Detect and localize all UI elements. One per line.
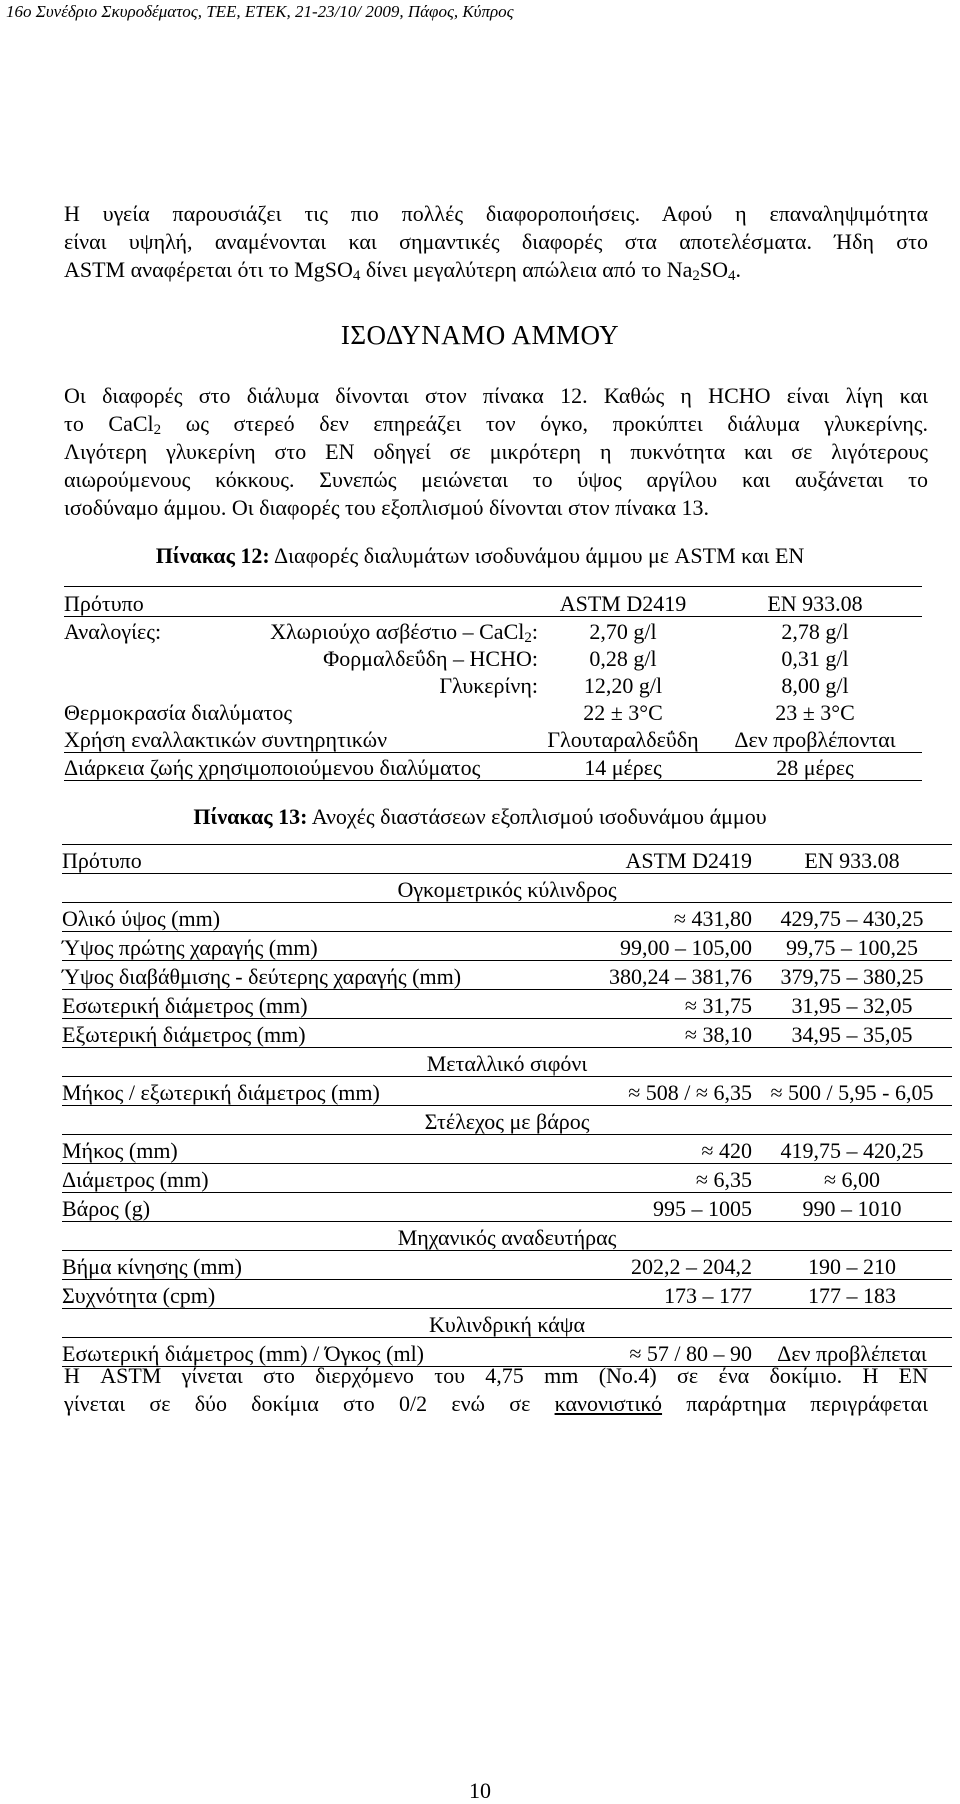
text-line: Οι διαφορές στο διάλυμα δίνονται στον πίνακα 12. Καθώς η HCHO είναι λίγη και: [64, 383, 928, 408]
table-cell: Δεν προβλέπονται: [734, 727, 896, 752]
table-cell: 99,00 – 105,00: [562, 932, 752, 961]
section-label: Κυλινδρική κάψα: [62, 1309, 952, 1338]
table-cell: 99,75 – 100,25: [752, 932, 952, 961]
table-cell: 8,00 g/l: [781, 673, 849, 698]
row-label: Βάρος (g): [62, 1193, 562, 1222]
section-row: [62, 1309, 952, 1338]
table-cell: ≈ 431,80: [562, 903, 752, 932]
table-cell: 23 ± 3°C: [775, 700, 855, 725]
section-row: [62, 1106, 952, 1135]
table13-caption: Πίνακας 13: Ανοχές διαστάσεων εξοπλισμού ισοδυνάμου άμμου: [193, 804, 767, 829]
table-row: [62, 903, 952, 932]
section-label: Μεταλλικό σιφόνι: [62, 1048, 952, 1077]
table-row: [62, 1280, 952, 1309]
text-line: το CaCl$_2$ ως στερεό δεν επηρεάζει τον όγκο, προκύπτει διάλυμα γλυκερίνης.: [64, 411, 928, 438]
table-cell: 34,95 – 35,05: [752, 1019, 952, 1048]
table-cell: ≈ 31,75: [562, 990, 752, 1019]
table-cell: 12,20 g/l: [583, 673, 663, 698]
table-cell: 14 μέρες: [538, 753, 708, 781]
text-line: Η υγεία παρουσιάζει τις πιο πολλές διαφοροποιήσεις. Αφού η επαναληψιμότητα: [64, 201, 928, 226]
table-cell: 2,70 g/l: [589, 619, 657, 644]
table-row: [62, 1077, 952, 1106]
section-row: [62, 874, 952, 903]
text-line: ASTM αναφέρεται ότι το MgSO$_4$ δίνει μεγαλύτερη απώλεια από το $Na_2SO_4$.: [64, 257, 741, 284]
section-row: [62, 1048, 952, 1077]
row-label: Συχνότητα (cpm): [62, 1280, 562, 1309]
section-heading: ΙΣΟΔΥΝΑΜΟ ΑΜΜΟΥ: [340, 320, 620, 350]
table-cell: ≈ 57 / 80 – 90: [562, 1338, 752, 1367]
table-cell: ≈ 500 / 5,95 - 6,05: [752, 1077, 952, 1106]
table12-caption: Πίνακας 12: Διαφορές διαλυμάτων ισοδυνάμου άμμου με ASTM και EN: [155, 543, 805, 568]
closing-paragraph: [64, 1362, 928, 1418]
table-cell: 31,95 – 32,05: [752, 990, 952, 1019]
table-row: [62, 1193, 952, 1222]
table-row: [62, 961, 952, 990]
table-cell: 0,31 g/l: [781, 646, 849, 671]
table-row: [64, 698, 922, 725]
table-row: [62, 1019, 952, 1048]
header-cell: ASTM D2419: [538, 587, 708, 617]
row-label: Χλωριούχο ασβέστιο – CaCl$_2$:: [270, 619, 538, 646]
table-row: [64, 753, 922, 781]
text-line: Λιγότερη γλυκερίνη στο EN οδηγεί σε μικρότερη η πυκνότητα και σε λιγότερους: [64, 439, 928, 464]
table-header-row: [62, 845, 952, 874]
table-cell: 380,24 – 381,76: [562, 961, 752, 990]
row-label: Ολικό ύψος (mm): [62, 903, 562, 932]
section-label: Μηχανικός αναδευτήρας: [62, 1222, 952, 1251]
table-cell: 419,75 – 420,25: [752, 1135, 952, 1164]
text-line: Η ASTM γίνεται στο διερχόμενο του 4,75 mm (No.4) σε ένα δοκίμιο. Η EN: [64, 1363, 928, 1388]
table-cell: 22 ± 3°C: [583, 700, 663, 725]
header-cell: EN 933.08: [752, 845, 952, 874]
header-cell: ASTM D2419: [562, 845, 752, 874]
body-paragraph: [64, 382, 928, 522]
table-cell: ≈ 38,10: [562, 1019, 752, 1048]
table-cell: 28 μέρες: [708, 753, 922, 781]
table-row: [64, 671, 922, 698]
table-row: [62, 1251, 952, 1280]
row-label: Διάρκεια ζωής χρησιμοποιούμενου διαλύματος: [64, 753, 538, 781]
table-cell: ≈ 420: [562, 1135, 752, 1164]
row-label: Γλυκερίνη:: [439, 673, 538, 698]
text-line: αιωρούμενους κόκκους. Συνεπώς μειώνεται το ύψος αργίλου και αυξάνεται το: [64, 467, 928, 492]
row-label: Μήκος (mm): [62, 1135, 562, 1164]
header-cell: Πρότυπο: [64, 587, 538, 617]
underlined-term: κανονιστικό: [554, 1391, 663, 1416]
table-cell: ≈ 6,00: [752, 1164, 952, 1193]
row-label: Χρήση εναλλακτικών συντηρητικών: [64, 727, 388, 752]
page-number: 10: [469, 1778, 491, 1803]
text-line: γίνεται σε δύο δοκίμια στο 0/2 ενώ σε κανονιστικό παράρτημα περιγράφεται: [64, 1391, 929, 1416]
intro-paragraph: [64, 200, 928, 284]
table-cell: 429,75 – 430,25: [752, 903, 952, 932]
equipment-tolerances-table: [62, 844, 952, 1367]
table-row: [62, 932, 952, 961]
table-cell: Γλουταραλδεΰδη: [547, 727, 699, 752]
table-cell: ≈ 508 / ≈ 6,35: [562, 1077, 752, 1106]
section-row: [62, 1222, 952, 1251]
row-label: Αναλογίες:: [64, 619, 162, 644]
table-cell: 173 – 177: [562, 1280, 752, 1309]
row-label: Εσωτερική διάμετρος (mm) / Όγκος (ml): [62, 1338, 562, 1367]
row-label: Φορμαλδεΰδη – HCHO:: [323, 646, 538, 671]
table-cell: 379,75 – 380,25: [752, 961, 952, 990]
table-row: [64, 725, 922, 753]
text-line: ισοδύναμο άμμου. Οι διαφορές του εξοπλισμού δίνονται στον πίνακα 13.: [64, 495, 710, 520]
table-cell: 990 – 1010: [752, 1193, 952, 1222]
table-row: [64, 644, 922, 671]
table-cell: 177 – 183: [752, 1280, 952, 1309]
header-cell: EN 933.08: [708, 587, 922, 617]
table-cell: ≈ 6,35: [562, 1164, 752, 1193]
section-label: Στέλεχος με βάρος: [62, 1106, 952, 1135]
table-row: [64, 617, 922, 645]
text-line: είναι υψηλή, αναμένονται και σημαντικές διαφορές στα αποτελέσματα. Ήδη στο: [64, 229, 928, 254]
table-row: [62, 1135, 952, 1164]
row-label: Μήκος / εξωτερική διάμετρος (mm): [62, 1077, 562, 1106]
row-label: Εξωτερική διάμετρος (mm): [62, 1019, 562, 1048]
table-row: [62, 1164, 952, 1193]
row-label: Θερμοκρασία διαλύματος: [64, 700, 293, 725]
table-cell: 995 – 1005: [562, 1193, 752, 1222]
solution-differences-table: [64, 586, 922, 781]
table-cell: 2,78 g/l: [781, 619, 849, 644]
table-cell: 0,28 g/l: [589, 646, 657, 671]
table-cell: 190 – 210: [752, 1251, 952, 1280]
table-row: [62, 990, 952, 1019]
section-label: Ογκομετρικός κύλινδρος: [62, 874, 952, 903]
table-cell: 202,2 – 204,2: [562, 1251, 752, 1280]
running-header: 16ο Συνέδριο Σκυροδέματος, ΤΕΕ, ΕΤΕΚ, 21-23/10/ 2009, Πάφος, Κύπρος: [6, 2, 514, 21]
header-cell: Πρότυπο: [62, 845, 562, 874]
row-label: Εσωτερική διάμετρος (mm): [62, 990, 562, 1019]
row-label: Βήμα κίνησης (mm): [62, 1251, 562, 1280]
table-header-row: [64, 587, 922, 617]
row-label: Ύψος διαβάθμισης - δεύτερης χαραγής (mm): [62, 961, 562, 990]
row-label: Διάμετρος (mm): [62, 1164, 562, 1193]
row-label: Ύψος πρώτης χαραγής (mm): [62, 932, 562, 961]
table-cell: Δεν προβλέπεται: [752, 1338, 952, 1367]
